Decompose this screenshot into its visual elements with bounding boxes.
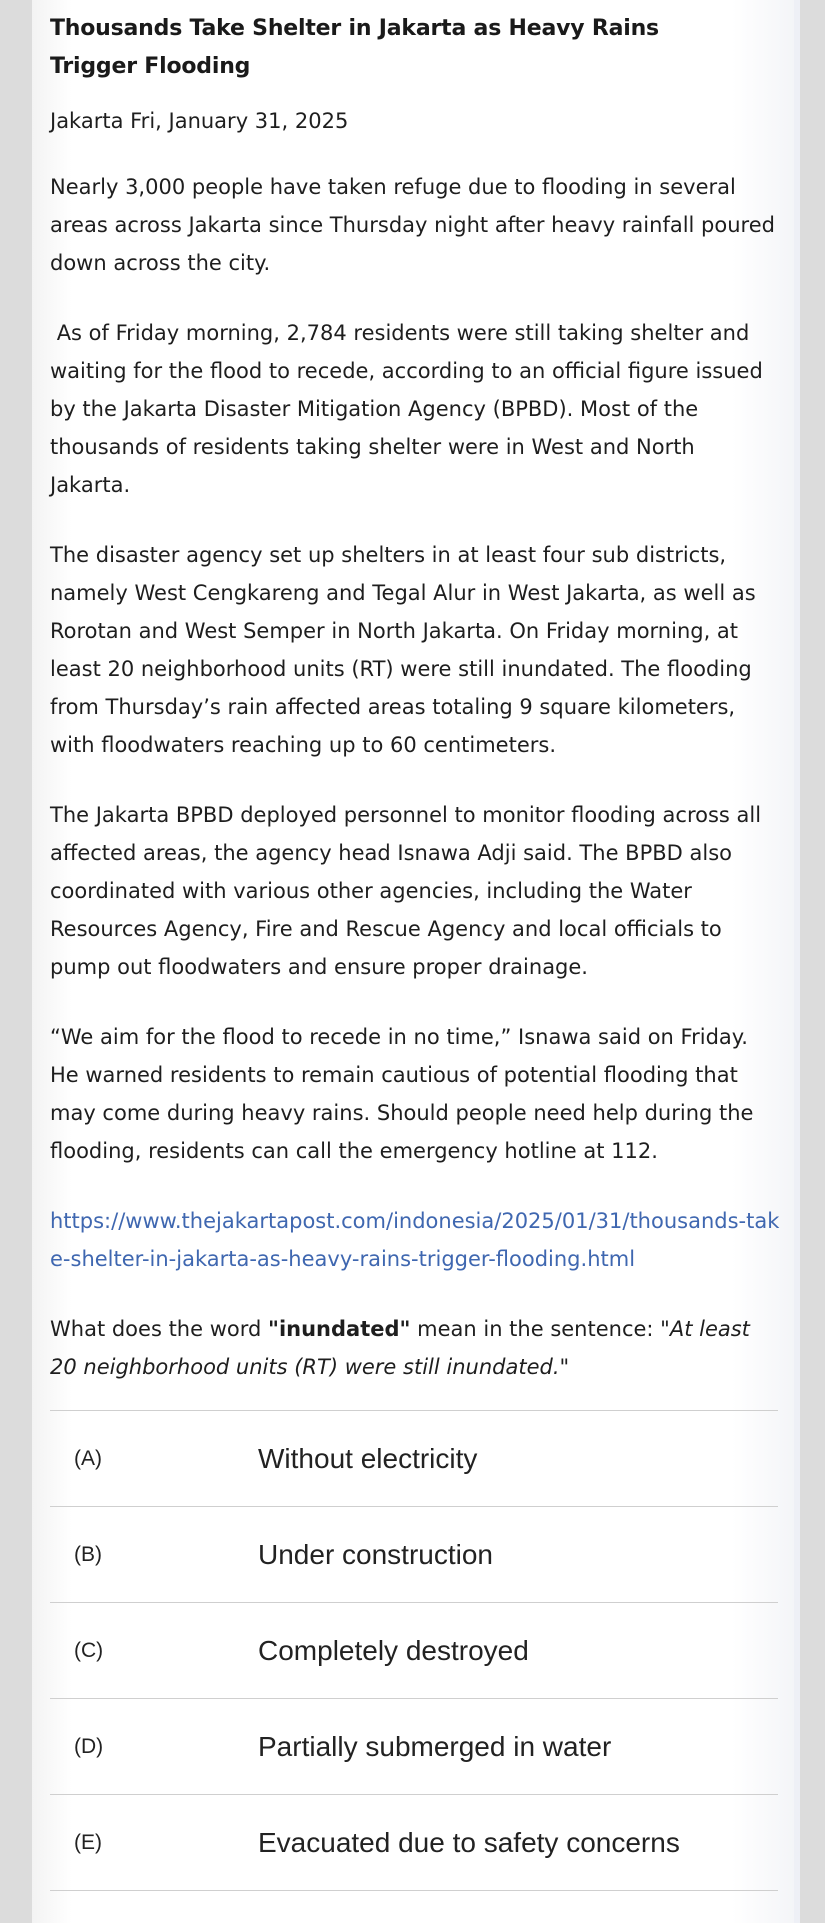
article-paragraph-1: Nearly 3,000 people have taken refuge due to flooding in several areas across Jakarta since Thursday night after heavy rainfall poured down across the city. xyxy=(50,175,775,275)
document-page xyxy=(32,0,794,1923)
option-d[interactable] xyxy=(50,1699,778,1795)
question-quote: "At least 20 neighborhood units (RT) were still inundated." xyxy=(50,1317,750,1379)
article-dateline: Jakarta Fri, January 31, 2025 xyxy=(50,109,349,133)
option-text: Evacuated due to safety concerns xyxy=(258,1826,680,1858)
option-a[interactable] xyxy=(50,1411,778,1507)
article-headline: Thousands Take Shelter in Jakarta as Heavy Rains Trigger Flooding xyxy=(50,16,659,79)
option-text: Under construction xyxy=(258,1538,494,1570)
option-letter: (C) xyxy=(74,1638,104,1662)
page-edge xyxy=(794,0,800,1923)
article-paragraph-3: The disaster agency set up shelters in at least four sub districts, namely West Cengkareng and Tegal Alur in West Jakarta, as well as Rorotan and West Semper in North Jakarta. On Friday morning, at least 20 neighborhood units (RT) were still inundated. The flooding from Thursday’s rain affected areas totaling 9 square kilometers, with floodwaters reaching up to 60 centimeters. xyxy=(50,543,756,757)
question-text xyxy=(50,1310,780,1386)
article-paragraph-4: The Jakarta BPBD deployed personnel to monitor flooding across all affected areas, the agency head Isnawa Adji said. The BPBD also coordinated with various other agencies, including the Water Resources Agency, Fire and Rescue Agency and local officials to pump out floodwaters and ensure proper drainage. xyxy=(50,803,762,979)
option-letter: (E) xyxy=(74,1830,102,1854)
option-text: Completely destroyed xyxy=(258,1634,529,1666)
option-text: Partially submerged in water xyxy=(258,1730,612,1762)
article-paragraph-5: “We aim for the flood to recede in no time,” Isnawa said on Friday. He warned residents to remain cautious of potential flooding that may come during heavy rains. Should people need help during the flooding, residents can call the emergency hotline at 112. xyxy=(50,1025,754,1163)
answer-options xyxy=(50,1410,778,1891)
option-letter: (A) xyxy=(74,1446,102,1470)
question-middle: mean in the sentence: xyxy=(410,1317,661,1341)
option-e[interactable] xyxy=(50,1795,778,1891)
source-link[interactable]: https://www.thejakartapost.com/indonesia/2025/01/31/thousands-take-shelter-in-jakarta-as-heavy-rains-trigger-flooding.html xyxy=(50,1209,780,1271)
option-letter: (D) xyxy=(74,1734,104,1758)
option-c[interactable] xyxy=(50,1603,778,1699)
option-text: Without electricity xyxy=(258,1442,478,1474)
option-letter: (B) xyxy=(74,1542,102,1566)
question-term: "inundated" xyxy=(268,1317,411,1341)
article-paragraph-2: As of Friday morning, 2,784 residents were still taking shelter and waiting for the flood to recede, according to an official figure issued by the Jakarta Disaster Mitigation Agency (BPBD). Most of the thousands of residents taking shelter were in West and North Jakarta. xyxy=(50,321,770,497)
option-b[interactable] xyxy=(50,1507,778,1603)
question-prefix: What does the word xyxy=(50,1317,268,1341)
